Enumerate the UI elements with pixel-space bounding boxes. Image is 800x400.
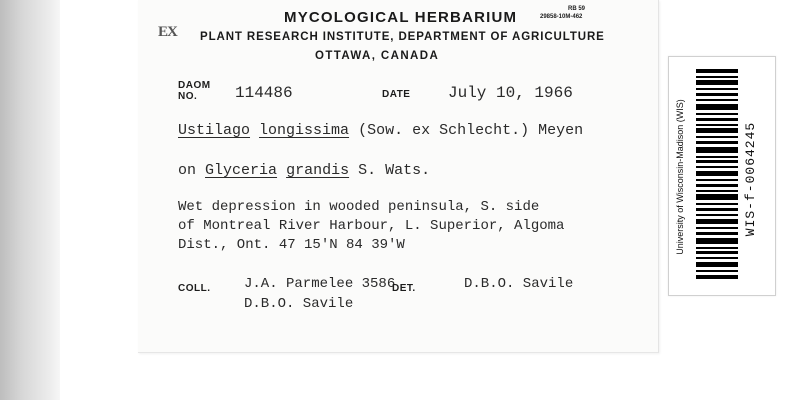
herbarium-label-card [138, 0, 659, 353]
locality-line-1: Wet depression in wooded peninsula, S. side [178, 199, 540, 215]
catalog-id: WIS-f-0064245 [743, 121, 758, 237]
herbarium-title: MYCOLOGICAL HERBARIUM [284, 9, 518, 26]
daom-no-label: NO. [178, 91, 198, 102]
host-species: grandis [286, 162, 350, 179]
locality-line-3: Dist., Ont. 47 15'N 84 39'W [178, 237, 405, 253]
form-code-2: 29858-10M-462 [540, 14, 583, 20]
taxon-line [178, 122, 583, 139]
form-code-1: RB 59 [568, 6, 586, 12]
taxon-authority: (Sow. ex Schlecht.) Meyen [358, 122, 584, 139]
date-value: July 10, 1966 [448, 84, 573, 102]
collector-name: D.B.O. Savile [244, 296, 354, 312]
backing-sheet-edge [0, 0, 60, 400]
date-label: DATE [382, 89, 411, 100]
institute-line: PLANT RESEARCH INSTITUTE, DEPARTMENT OF AGRICULTURE [200, 31, 605, 43]
taxon-species: longissima [259, 122, 350, 139]
collector-number: J.A. Parmelee 3586 [244, 276, 396, 292]
host-line [178, 162, 430, 179]
taxon-genus: Ustilago [178, 122, 251, 139]
barcode-label [668, 56, 776, 296]
institution-caption: University of Wisconsin-Madison (WIS) [675, 99, 685, 255]
backing-sheet [60, 352, 800, 400]
host-prefix: on [178, 162, 197, 179]
host-genus: Glyceria [205, 162, 278, 179]
coll-label: COLL. [178, 283, 211, 294]
ex-stamp: EX [158, 24, 177, 40]
host-authority: S. Wats. [358, 162, 431, 179]
det-label: DET. [392, 283, 416, 294]
barcode-icon [696, 69, 738, 279]
location-line: OTTAWA, CANADA [315, 50, 440, 62]
daom-number: 114486 [235, 84, 293, 102]
locality-line-2: of Montreal River Harbour, L. Superior, Algoma [178, 218, 565, 234]
determiner-name: D.B.O. Savile [464, 276, 574, 292]
daom-label: DAOM [178, 80, 211, 91]
